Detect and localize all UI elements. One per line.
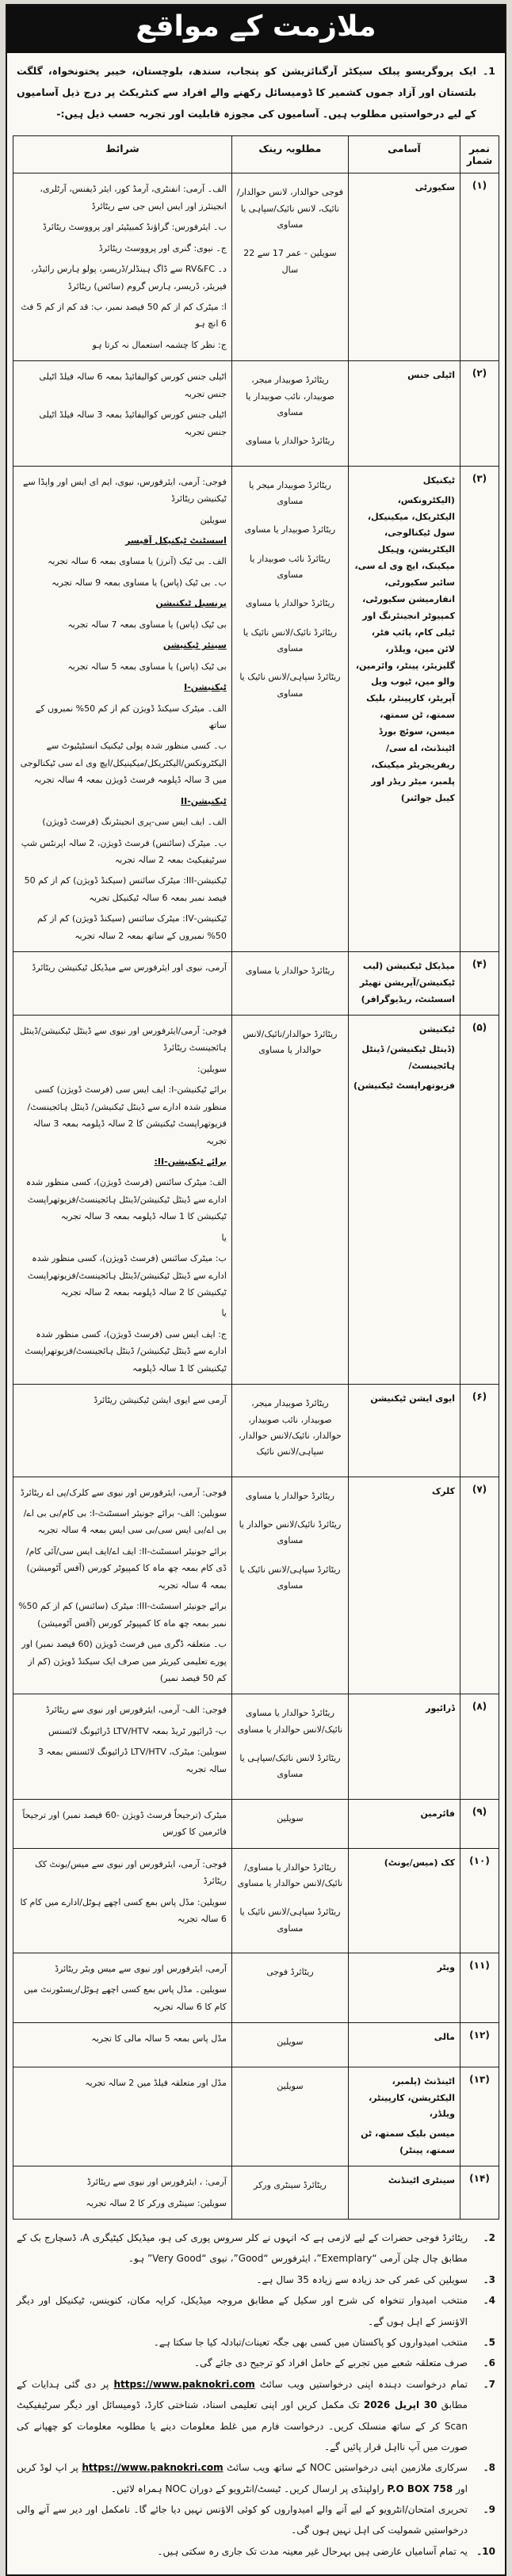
row-serial: (۱۴) — [460, 2166, 499, 2220]
row-position — [348, 2166, 460, 2220]
cell-line: ٹیکنیشن — [418, 1023, 455, 1035]
cell-line: ریٹائرڈ فوجی — [266, 1967, 314, 1978]
cell-line: ویٹر — [437, 1962, 455, 1973]
cell-line: ٹیکنیشن-II — [181, 795, 227, 806]
note-text — [17, 2457, 468, 2499]
cell-line: ب۔ متعلقہ ڈگری میں فرسٹ ڈویژن (60 فیصد نمبر) اور پورے تعلیمی کیریئر میں صرف ایک سیکنڈ ڈویژن (کم از کم 50 فیصد نمبر) — [21, 1639, 227, 1683]
row-position — [348, 2023, 460, 2067]
cell-line: سکیورٹی — [415, 182, 455, 193]
cell-line: برائے جونیئر اسسٹنٹ-III: میٹرک (سائنس) کم از کم 50% نمبر بمعہ چھ ماہ کا کمپیوٹر کورس (آفس آٹومیشن) — [18, 1601, 227, 1629]
note-text-part: تحریری امتحان/انٹرویو کے لیے آنے والے امیدواروں کو کوئی الاؤنس نہیں دیا جائے گا۔ نامکمل اور دیر سے آنے والی درخواستیں شمولیت کی اہل نہیں ہوں گی۔ — [17, 2504, 468, 2536]
row-conditions — [13, 1953, 232, 2023]
cell-line: سویلین — [277, 1812, 304, 1823]
cell-line: ریٹائرڈ سینٹری ورکر — [254, 2180, 327, 2191]
cell-line: ریٹائرڈ صوبیدار یا مساوی — [244, 524, 336, 535]
note-text-part: سرکاری ملازمین اپنی درخواستیں NOC کے ساتھ ویب سائٹ — [223, 2462, 468, 2474]
cell-line: ریٹائرڈ حوالدار یا مساوی — [245, 966, 334, 977]
cell-line: سویلین — [277, 2080, 304, 2091]
row-serial: (۱) — [460, 173, 499, 361]
cell-line: ایوی ایشن ٹیکنیشن — [370, 1393, 455, 1404]
cell-line: یا — [221, 1232, 227, 1243]
row-conditions — [13, 2166, 232, 2220]
table-row — [13, 466, 499, 952]
cell-line: الف۔ بی ٹیک (آنرز) یا مساوی بمعہ 6 سالہ تجربہ — [47, 556, 227, 567]
row-serial: (۱۰) — [460, 1848, 499, 1953]
note-number: 6۔ — [483, 2357, 495, 2369]
cell-line: میڈیکل ٹیکنیشن (لیب ٹیکنیشن/آپریشن تھیٹر اسسٹنٹ، ریڈیوگرافر) — [359, 961, 455, 1005]
cell-line: ٹیکنیکل — [422, 474, 455, 486]
table-row — [13, 1799, 499, 1848]
cell-line: ب۔ بی ٹیک (پاس) یا مساوی بمعہ 9 سالہ تجربہ — [52, 577, 227, 588]
row-serial: (۳) — [460, 466, 499, 952]
row-position — [348, 2067, 460, 2166]
cell-line: سویلین: میٹرک، LTV/HTV ڈرائیونگ لائسنس بمعہ 3 سالہ تجربہ — [37, 1747, 227, 1774]
ad-title-text: ملازمت کے مواقع — [136, 10, 376, 43]
row-conditions — [13, 1694, 232, 1799]
cell-line: (ڈینٹل ٹیکنیشن/ ڈینٹل ہائجینسٹ/ — [361, 1043, 455, 1071]
cell-line: ریٹائرڈ نائیک/لانس نائیک یا مساوی — [243, 627, 338, 654]
row-conditions — [13, 1799, 232, 1848]
table-row — [13, 1953, 499, 2023]
cell-line: ریٹائرڈ حوالدار/نائیک/لانس حوالدار یا مساوی — [243, 1028, 338, 1056]
cell-line: آرمی: ، ایئرفورس اور نیوی سے ریٹائرڈ — [86, 2177, 227, 2188]
cell-line: ا: میٹرک کم از کم 50 فیصد نمبر، ب: قد کم از کم 5 فٹ 6 انچ ہو — [21, 302, 227, 330]
cell-line: کک (میس/یونٹ) — [384, 1857, 455, 1868]
cell-line: فوجی: الف- آرمی، ایئرفورس اور نیوی سے ریٹائرڈ — [45, 1705, 227, 1716]
cell-line: ب: میٹرک سائنس (فرسٹ ڈویژن)، کسی منظور شدہ ادارے سے ڈینٹل ٹیکنیشن/ڈینٹل ہائجینسٹ/فزیوتھراپسٹ ٹیکنیشن کا 2 سالہ ڈپلومہ بمعہ 2 سالہ تجربہ — [27, 1253, 227, 1298]
note-item — [17, 2457, 495, 2499]
note-text-part: P.O BOX 758 — [387, 2483, 453, 2494]
cell-line: الف۔ ایف ایس سی-پری انجینئرنگ (فرسٹ ڈویژن) — [42, 817, 227, 828]
cell-line: ب۔ کسی منظور شدہ پولی ٹیکنیک انسٹیٹیوٹ سے الیکٹرونکس/الیکٹریکل/میکینیکل/ایچ وی اے سی ٹیکنالوجی میں 3 سالہ ڈپلومہ فرسٹ ڈویژن بمعہ 4 سالہ تجربہ — [20, 741, 227, 786]
cell-line: میسن بلیک سمتھ، ٹن سمتھ، پینٹر) — [361, 2128, 455, 2156]
cell-line: ریٹائرڈ سپاہی/لانس نائیک یا مساوی — [239, 1907, 341, 1934]
note-text — [17, 2541, 468, 2562]
note-text-part: ریٹائرڈ فوجی حضرات کے لیے لازمی ہے کہ انہوں نے کلر سروس پوری کی ہو، میڈیکل کیٹیگری A، ڈسچارج بک کے مطابق چال چلن آرمی “Exemplary”، ایئرفورس “Good”، نیوی “Very Good” ہو۔ — [17, 2232, 468, 2265]
row-conditions — [13, 361, 232, 466]
cell-line: ج: ایف ایس سی (فرسٹ ڈویژن)، کسی منظور شدہ ادارے سے ڈینٹل ٹیکنیشن/ ڈینٹل ہائجینسٹ/فزیوتھراپسٹ ٹیکنیشن کا 1 سالہ ڈپلومہ — [25, 1328, 227, 1374]
row-serial: (۱۲) — [460, 2023, 499, 2067]
row-required-rank — [231, 1694, 348, 1799]
row-required-rank — [231, 1799, 348, 1848]
table-row — [13, 1694, 499, 1799]
cell-line: سویلین - عمر 17 سے 22 سال — [243, 248, 337, 275]
note-number: 7۔ — [483, 2378, 495, 2390]
ad-title-banner — [7, 6, 505, 53]
note-text-part: سویلین کی عمر کی حد زیادہ سے زیادہ 35 سال ہے۔ — [256, 2273, 468, 2285]
note-text — [17, 2290, 468, 2332]
cell-line: اسسٹنٹ ٹیکنیکل آفیسر — [125, 535, 227, 547]
table-row — [13, 361, 499, 466]
row-position — [348, 361, 460, 466]
row-position — [348, 466, 460, 952]
row-required-rank — [231, 2166, 348, 2220]
row-required-rank — [231, 466, 348, 952]
row-position — [348, 1953, 460, 2023]
cell-line: آرمی، نیوی اور ایئرفورس سے میڈیکل ٹیکنیشن ریٹائرڈ — [32, 962, 227, 974]
note-text — [17, 2353, 468, 2373]
cell-line: اٹینڈنٹ (پلمبر، الیکٹریشن، کارپینٹر، ویلڈر، — [369, 2075, 455, 2120]
row-required-rank — [231, 361, 348, 466]
note-text — [17, 2374, 468, 2458]
cell-line: برائے ٹیکنیشن-II: — [154, 1156, 227, 1167]
note-item — [17, 2374, 495, 2458]
cell-line: ٹیکنیشن-III: میٹرک سائنس (سیکنڈ ڈویژن) کم از کم 50 فیصد نمبر بمعہ 6 سالہ ٹیکنیکل تجربہ — [24, 875, 227, 903]
note-text-part: یہ تمام آسامیاں عارضی ہیں بہرحال غیر معینہ مدت تک جاری رہ سکتی ہیں۔ — [157, 2545, 468, 2557]
intro-number: 1۔ — [482, 64, 495, 77]
row-conditions — [13, 2067, 232, 2166]
row-serial: (۹) — [460, 1799, 499, 1848]
row-conditions — [13, 952, 232, 1016]
row-serial: (۵) — [460, 1015, 499, 1384]
row-position — [348, 1799, 460, 1848]
cell-line: ب۔ ایئرفورس: گراؤنڈ کمبیٹیئر اور پرووسٹ ریٹائرڈ — [42, 222, 227, 233]
note-item — [17, 2353, 495, 2373]
row-position — [348, 952, 460, 1016]
table-header-row — [13, 136, 499, 173]
row-position — [348, 1477, 460, 1694]
row-conditions — [13, 1385, 232, 1477]
cell-line: سینٹری اٹینڈنٹ — [388, 2175, 455, 2186]
row-conditions — [13, 2023, 232, 2067]
cell-line: فوجی حوالدار، لانس حوالدار/نائیک، لانس نائیک/سپاہی یا مساوی — [236, 187, 343, 231]
row-serial: (۴) — [460, 952, 499, 1016]
cell-line: سینئر ٹیکنیشن — [162, 640, 227, 651]
cell-line: پرنسپل ٹیکنیشن — [155, 598, 227, 609]
note-text — [17, 2227, 468, 2269]
row-required-rank — [231, 1953, 348, 2023]
cell-line: فوجی: آرمی، ایئرفورس، نیوی، ایم ای ایس اور واپڈا سے ٹیکنیشن ریٹائرڈ — [23, 476, 227, 505]
cell-line: سویلین: مڈل پاس بمع کسی اچھے ہوٹل/ادارے میں کام کا 6 سالہ تجربہ — [20, 1896, 227, 1924]
note-item — [17, 2332, 495, 2353]
cell-line: فزیوتھراپسٹ ٹیکنیشن) — [353, 1080, 455, 1091]
note-number: 2۔ — [483, 2232, 495, 2244]
table-row — [13, 173, 499, 361]
cell-line: ج۔ نیوی: گنری اور پرووسٹ ریٹائرڈ — [98, 242, 227, 253]
table-row — [13, 1477, 499, 1694]
note-text-part: صرف متعلقہ شعبے میں تجربے کے حامل افراد کو ترجیح دی جائے گی۔ — [194, 2357, 468, 2369]
cell-line: ٹیکنیشن-I — [184, 682, 227, 693]
note-item — [17, 2541, 495, 2562]
cell-line: آرمی سے ایوی ایشن ٹیکنیشن ریٹائرڈ — [94, 1395, 227, 1406]
cell-line: فائرمین — [420, 1808, 455, 1819]
note-item — [17, 2290, 495, 2332]
row-serial: (۷) — [460, 1477, 499, 1694]
note-text — [17, 2332, 468, 2353]
note-text-part: تمام درخواست دہندہ اپنی درخواستیں ویب سائٹ — [254, 2378, 468, 2390]
cell-line: سویلین۔ مڈل پاس بمع کسی اچھے ہوٹل/ریسٹورنٹ میں کام کا 6 سالہ تجربہ — [24, 1984, 227, 2012]
row-position — [348, 173, 460, 361]
cell-line: فوجی: آرمی، ایئرفورس اور نیوی سے کلرک/پی اے ریٹائرڈ — [20, 1487, 227, 1498]
note-text-part: تک مکمل کریں اور اپنی تعلیمی اسناد، شناختی کارڈ، ڈومیسائل اور دیگر سرٹیفیکیٹ Scan کر کے ساتھ منسلک کریں۔ درخواست فارم میں غلط معلومات دینے یا مطلوبہ معلومات کو چھپانے کی صورت میں آپ نااہل قرار پائیں گے۔ — [17, 2399, 468, 2452]
row-serial: (۶) — [460, 1385, 499, 1477]
row-conditions — [13, 173, 232, 361]
cell-line: بی ٹیک (پاس) یا مساوی بمعہ 5 سالہ تجربہ — [67, 661, 227, 672]
notes-list — [7, 2227, 505, 2568]
cell-line: فوجی: آرمی، ایئرفورس اور نیوی سے میس/یونٹ کک ریٹائرڈ — [34, 1858, 227, 1887]
job-ad-frame — [6, 4, 506, 2576]
note-text-part: پر دی گئی ہدایات کے مطابق — [17, 2378, 468, 2411]
cell-line: ریٹائرڈ حوالدار یا مساوی/نائیک/لانس حوالدار یا مساوی — [237, 1862, 343, 1888]
cell-line: اٹیلی جنس — [407, 370, 455, 381]
row-required-rank — [231, 1477, 348, 1694]
cell-line: ریٹائرڈ سپاہی/لانس نائیک یا مساوی — [239, 672, 341, 699]
row-required-rank — [231, 1848, 348, 1953]
row-position — [348, 1385, 460, 1477]
cell-line: مڈل پاس بمعہ 5 سالہ مالی کا تجربہ — [91, 2033, 227, 2044]
cell-line: کلرک — [431, 1485, 455, 1496]
cell-line: یا — [221, 1308, 227, 1319]
cell-line: مالی — [434, 2032, 455, 2043]
cell-line: الف۔ میٹرک سیکنڈ ڈویژن کم از کم 50% نمبروں کے ساتھ — [35, 703, 227, 730]
note-number: 9۔ — [483, 2504, 495, 2516]
paknokri-link[interactable]: https://www.paknokri.com — [82, 2462, 224, 2474]
row-required-rank — [231, 1015, 348, 1384]
note-item — [17, 2227, 495, 2269]
row-serial: (۱۱) — [460, 1953, 499, 2023]
table-row — [13, 1848, 499, 1953]
note-text-part: منتخب امیدوار تنخواہ کی شرح اور سکیل کے مطابق مروجہ میڈیکل، کرایہ مکان، کنوینس، ٹیکنیکل اور دیگر الاؤنسز کے اہل ہوں گے۔ — [17, 2295, 468, 2327]
header-conditions: شرائط — [13, 136, 232, 173]
cell-line: ریٹائرڈ نائیک/لانس حوالدار یا مساوی — [239, 1519, 342, 1546]
row-required-rank — [231, 2067, 348, 2166]
cell-line: ریٹائرڈ سپاہی/لانس نائیک یا مساوی — [239, 1564, 341, 1591]
cell-line: ریٹائرڈ حوالدار یا مساوی نائیک/لانس حوالدار یا مساوی — [237, 1708, 343, 1735]
note-number: 10۔ — [476, 2545, 495, 2557]
cell-line: میٹرک (ترجیحاً فرسٹ ڈویژن -60 فیصد نمبر) اور ترجیحاً فائرمین کا کورس — [22, 1809, 227, 1838]
note-number: 3۔ — [483, 2273, 495, 2285]
intro-text: ایک پروگریسو پبلک سیکٹر آرگنائزیشن کو پنجاب، سندھ، بلوچستان، خیبر پختونخواہ، گلگت بلتستان اور آزاد جموں کشمیر کا ڈومیسائل رکھنے والے افراد سے کنٹریکٹ پر درج ذیل آسامیوں کے لیے درخواستیں مطلوب ہیں۔ آسامیوں کی مجوزہ قابلیت اور تجربہ حسب ذیل ہیں:- — [17, 64, 476, 120]
intro-paragraph — [7, 53, 505, 127]
table-row — [13, 952, 499, 1016]
row-conditions — [13, 1015, 232, 1384]
row-conditions — [13, 1477, 232, 1694]
cell-line: ڈرائیور — [426, 1703, 455, 1714]
row-position — [348, 1848, 460, 1953]
cell-line: بی ٹیک (پاس) یا مساوی بمعہ 7 سالہ تجربہ — [67, 619, 227, 630]
cell-line: الف۔ آرمی: انفنٹری، آرمڈ کور، ایئر ڈیفنس، آرٹلری، انجینئرز اور ایس ایس جی سے ریٹائرڈ — [40, 184, 227, 211]
newspaper-job-ad-page — [0, 4, 512, 2576]
cell-line: برائے جونیئر اسسٹنٹ-II: ایف اے/ایف ایس سی/آئی کام/ڈی کام بمعہ چھ ماہ کا کمپیوٹر کورس (آفس آٹومیشن) بمعہ 4 سالہ تجربہ — [25, 1545, 227, 1591]
row-required-rank — [231, 2023, 348, 2067]
header-position: آسامی — [348, 136, 460, 173]
note-item — [17, 2499, 495, 2541]
cell-line: ریٹائرڈ صوبیدار میجر یا مساوی — [248, 479, 331, 507]
row-position — [348, 1694, 460, 1799]
table-row — [13, 2023, 499, 2067]
header-rank: مطلوبہ رینک — [231, 136, 348, 173]
cell-line: ریٹائرڈ حوالدار یا مساوی — [245, 436, 334, 447]
table-row — [13, 1015, 499, 1384]
row-serial: (۱۳) — [460, 2067, 499, 2166]
row-position — [348, 1015, 460, 1384]
note-number: 5۔ — [483, 2336, 495, 2348]
cell-line: سویلین — [277, 2037, 304, 2048]
row-required-rank — [231, 952, 348, 1016]
cell-line: مڈل اور متعلقہ فیلڈ میں 2 سالہ تجربہ — [85, 2077, 227, 2088]
cell-line: اٹیلی جنس کورس کوالیفائیڈ بمعہ 3 سالہ فیلڈ اٹیلی جنس تجربہ — [39, 410, 227, 437]
cell-line: برائے ٹیکنیشن-I: ایف ایس سی (فرسٹ ڈویژن) کسی منظور شدہ ادارے سے ڈینٹل ٹیکنیشن/ ڈینٹل ہائجینسٹ/فزیوتھراپسٹ ٹیکنیشن کا 2 سالہ ڈپلومہ بمعہ 3 سالہ تجربہ — [27, 1084, 227, 1146]
cell-line: اٹیلی جنس کورس کوالیفائیڈ بمعہ 6 سالہ فیلڈ اٹیلی جنس تجربہ — [39, 372, 227, 399]
cell-line: ب- ڈرائیور ٹریڈ بمعہ LTV/HTV ڈرائیونگ لائسنس — [48, 1725, 227, 1736]
note-number: 8۔ — [483, 2462, 495, 2474]
note-text-part: 30 اپریل 2026 — [363, 2399, 437, 2411]
vacancies-table — [13, 135, 499, 2220]
cell-line: آرمی، ایئرفورس اور نیوی سے میس ویٹر ریٹائرڈ — [55, 1964, 227, 1975]
cell-line: سویلین: سینٹری ورکر کا 2 سالہ تجربہ — [86, 2197, 227, 2208]
cell-line: سویلین — [200, 514, 227, 525]
cell-line: د۔ RV&FC سے ڈاگ ہینڈلر/ڈریسر، پولو ہارس رائیڈر، فیریئر، ڈریسر، ہارس گروم (سائس) ریٹائرڈ — [31, 264, 227, 292]
paknokri-link[interactable]: https://www.paknokri.com — [113, 2378, 255, 2390]
note-text — [17, 2269, 468, 2290]
note-text-part: راولپنڈی پر ارسال کریں۔ ٹیسٹ/انٹرویو کے دوران NOC ہمراہ لائیں۔ — [110, 2483, 388, 2494]
row-required-rank — [231, 1385, 348, 1477]
note-text — [17, 2499, 468, 2541]
row-conditions — [13, 1848, 232, 1953]
header-serial: نمبر شمار — [460, 136, 499, 173]
cell-line: الف: میٹرک سائنس (فرسٹ ڈویژن)، کسی منظور شدہ ادارے سے ڈینٹل ٹیکنیشن/ڈینٹل ہائجینسٹ/فزیوتھراپسٹ ٹیکنیشن کا 1 سالہ ڈپلومہ بمعہ 3 سالہ تجربہ — [25, 1177, 227, 1222]
cell-line: ریٹائرڈ نائب صوبیدار یا مساوی — [250, 553, 331, 581]
cell-line: ریٹائرڈ صوبیدار میجر، صوبیدار، نائب صوبیدار، حوالدار، نائیک/لانس حوالدار، سپاہی/لانس نائیک — [238, 1398, 342, 1458]
row-conditions — [13, 466, 232, 952]
note-number: 4۔ — [483, 2295, 495, 2307]
note-text-part: منتخب امیدواروں کو پاکستان میں کسی بھی جگہ تعینات/تبادلہ کیا جا سکتا ہے۔ — [153, 2336, 468, 2348]
cell-line: سویلین: الف- برائے جونیئر اسسٹنٹ-I: بی کام/بی بی اے/بی اے/بی ایس سی/بی سی ایس بمعہ 4 سالہ تجربہ — [23, 1508, 227, 1536]
row-serial: (۲) — [460, 361, 499, 466]
table-row — [13, 2166, 499, 2220]
cell-line: سویلین: — [197, 1063, 227, 1074]
cell-line: ریٹائرڈ حوالدار یا مساوی — [245, 598, 334, 609]
table-row — [13, 2067, 499, 2166]
row-required-rank — [231, 173, 348, 361]
note-item — [17, 2269, 495, 2290]
table-row — [13, 1385, 499, 1477]
cell-line: ریٹائرڈ صوبیدار میجر، صوبیدار، نائب صوبیدار یا مساوی — [246, 375, 334, 418]
cell-line: ج: نظر کا چشمہ استعمال نہ کرتا ہو — [92, 339, 227, 350]
cell-line: ریٹائرڈ حوالدار یا مساوی — [245, 1490, 334, 1501]
cell-line: فوجی: آرمی/ایئرفورس اور نیوی سے ڈینٹل ٹیکنیشن/ڈینٹل ہائجینسٹ ریٹائرڈ — [20, 1025, 227, 1054]
note-text-part: پر اپ لوڈ کریں اور — [17, 2462, 468, 2494]
cell-line: ب۔ میٹرک (سائنس) فرسٹ ڈویژن، 2 سالہ اپرنٹس شپ سرٹیفیکیٹ بمعہ 2 سالہ تجربہ — [21, 837, 227, 866]
table-body — [13, 173, 499, 2220]
row-serial: (۸) — [460, 1694, 499, 1799]
cell-line: ٹیکنیشن-IV: میٹرک سائنس (سیکنڈ ڈویژن) کم از کم 50% نمبروں کے ساتھ بمعہ 2 سالہ تجربہ — [37, 913, 227, 941]
cell-line: (الیکٹرونکس، الیکٹریکل، میکینیکل، سول ٹیکنالوجی، الیکٹریشن، وہیکل میکینک، ایچ وی اے سی، سائبر سکیورٹی، انفارمیشن سکیورٹی، کمپیوٹر انجینئرنگ اور ٹیلی کام، پائپ فٹر، لائن مین، ویلڈر، گلیزیئر، پینٹر، وائرمین، والو مین، ٹیوب ویل آپریٹر، کارپینٹر، بلیک سمتھ، ٹن سمتھ، میسن، سوئچ بورڈ اٹینڈنٹ، اے سی/ریفریجریٹر میکینک، پلمبر، میٹر ریڈر اور کیبل جوائنر) — [354, 494, 455, 803]
cell-line: ریٹائرڈ لانس نائیک/سپاہی یا مساوی — [239, 1753, 341, 1780]
